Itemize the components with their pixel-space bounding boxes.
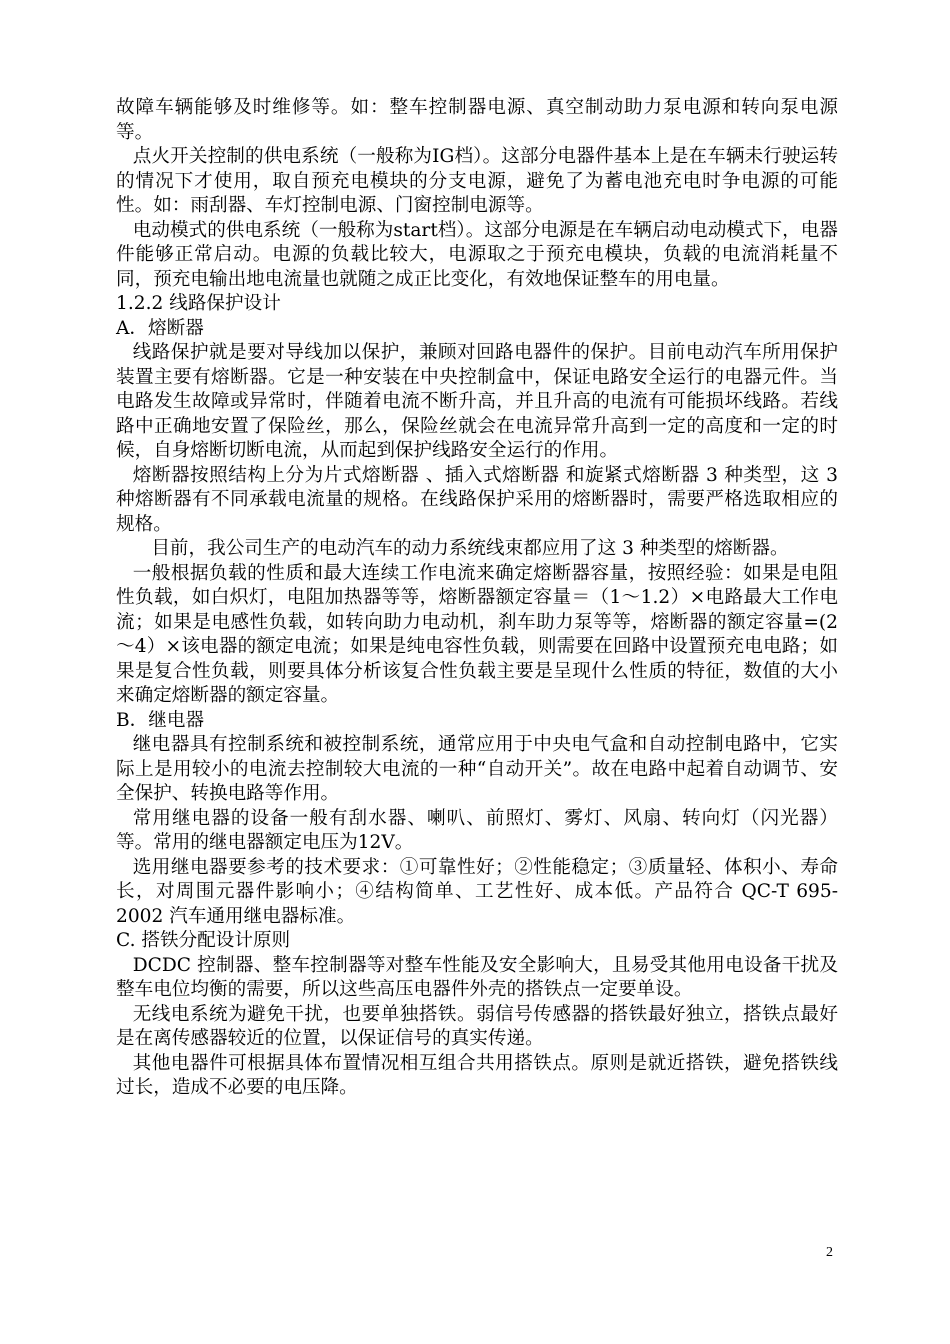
subheading-grounding: C. 搭铁分配设计原则 [116, 930, 291, 951]
paragraph-grounding-dcdc: DCDC 控制器、整车控制器等对整车性能及安全影响大，且易受其他用电设备干扰及整车电位均衡的需要，所以这些高压电器件外壳的搭铁点一定要单设。 [116, 954, 838, 1000]
paragraph-grounding-radio: 无线电系统为避免干扰，也要单独搭铁。弱信号传感器的搭铁最好独立，搭铁点最好是在离传感器较近的位置，以保证信号的真实传递。 [116, 1003, 838, 1049]
paragraph-fuse-intro: 线路保护就是要对导线加以保护，兼顾对回路电器件的保护。目前电动汽车所用保护装置主要有熔断器。它是一种安装在中央控制盒中，保证电路安全运行的电器元件。当电路发生故障或异常时，伴随着电流不断升高，并且升高的电流有可能损坏线路。若线路中正确地安置了保险丝，那么，保险丝就会在电流异常升高到一定的高度和一定的时候，自身熔断切断电流，从而起到保护线路安全运行的作用。 [116, 342, 838, 461]
paragraph-grounding-other: 其他电器件可根据具体布置情况相互组合共用搭铁点。原则是就近搭铁，避免搭铁线过长，造成不必要的电压降。 [116, 1052, 838, 1098]
page-number: 2 [826, 1245, 833, 1260]
paragraph-relay-devices: 常用继电器的设备一般有刮水器、喇叭、前照灯、雾灯、风扇、转向灯（闪光器）等。常用的继电器额定电压为12V。 [116, 807, 838, 853]
subheading-fuse: A．熔断器 [116, 317, 204, 339]
paragraph-relay-intro: 继电器具有控制系统和被控制系统，通常应用于中央电气盒和自动控制电路中，它实际上是用较小的电流去控制较大电流的一种“自动开关”。故在电路中起着自动调节、安全保护、转换电路等作用。 [116, 734, 838, 804]
document-body [116, 96, 838, 1101]
paragraph-fuse-types: 熔断器按照结构上分为片式熔断器 、插入式熔断器 和旋紧式熔断器 3 种类型，这 3 种熔断器有不同承载电流量的规格。在线路保护采用的熔断器时，需要严格选取相应的规格。 [116, 464, 838, 535]
paragraph-ig-supply: 点火开关控制的供电系统（一般称为IG档）。这部分电器件基本上是在车辆未行驶运转的情况下才使用，取自预充电模块的分支电源，避免了为蓄电池充电时争电源的可能性。如：雨刮器、车灯控制电源、门窗控制电源等。 [116, 146, 838, 216]
paragraph-start-supply: 电动模式的供电系统（一般称为start档）。这部分电源是在车辆启动电动模式下，电器件能够正常启动。电源的负载比较大，电源取之于预充电模块，负载的电流消耗量不同，预充电输出地电流量也就随之成正比变化，有效地保证整车的用电量。 [116, 219, 838, 290]
paragraph-fuse-company: 目前，我公司生产的电动汽车的动力系统线束都应用了这 3 种类型的熔断器。 [151, 538, 789, 559]
paragraph-continuation: 故障车辆能够及时维修等。如：整车控制器电源、真空制动助力泵电源和转向泵电源等。 [116, 97, 838, 143]
paragraph-fuse-capacity: 一般根据负载的性质和最大连续工作电流来确定熔断器容量，按照经验：如果是电阻性负载，如白炽灯，电阻加热器等等，熔断器额定容量＝（1～1.2）×电路最大工作电流；如果是电感性负载，如转向助力电动机，刹车助力泵等等，熔断器的额定容量=(2～4）×该电器的额定电流；如果是纯电容性负载，则需要在回路中设置预充电电路；如果是复合性负载，则要具体分析该复合性负载主要是呈现什么性质的特征，数值的大小来确定熔断器的额定容量。 [116, 562, 838, 706]
paragraph-relay-requirements: 选用继电器要参考的技术要求：①可靠性好；②性能稳定；③质量轻、体积小、寿命长，对周围元器件影响小；④结构简单、工艺性好、成本低。产品符合 QC-T 695-2002 汽车通用继电器标准。 [116, 856, 838, 927]
section-heading-circuit-protection: 1.2.2 线路保护设计 [116, 293, 281, 314]
subheading-relay: B．继电器 [116, 709, 205, 731]
